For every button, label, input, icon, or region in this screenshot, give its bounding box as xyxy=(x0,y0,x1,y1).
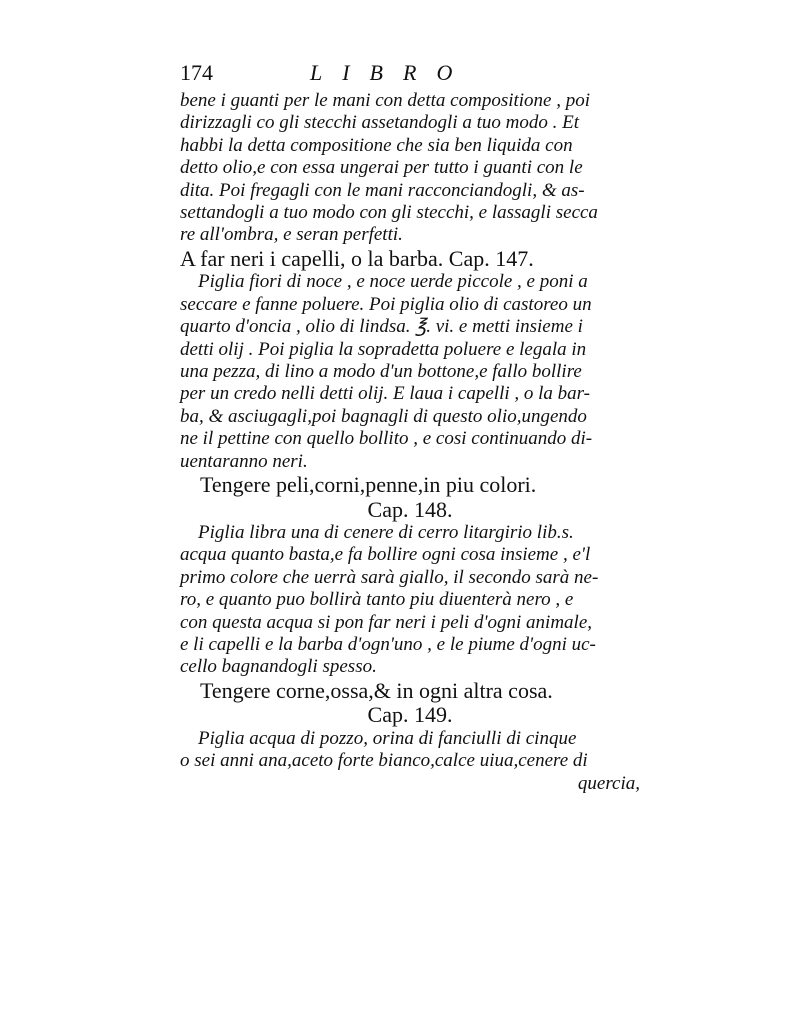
page-number: 174 xyxy=(180,60,213,85)
text-line: dirizzagli co gli stecchi assetandogli a tuo modo . Et xyxy=(180,112,579,134)
section-1-text xyxy=(180,90,640,247)
text-line: ro, e quanto puo bollirà tanto piu diuenterà nero , e xyxy=(180,589,574,611)
text-line: primo colore che uerrà sarà giallo, il secondo sarà ne- xyxy=(180,566,599,588)
text-line: dita. Poi fregagli con le mani racconciandogli, & as- xyxy=(180,179,585,201)
text-line: Piglia fiori di noce , e noce uerde piccole , e poni a xyxy=(198,271,588,293)
chapter-heading: A far neri i capelli, o la barba. Cap. 147. xyxy=(180,245,534,271)
text-line: acqua quanto basta,e fa bollire ogni cosa insieme , e'l xyxy=(180,544,591,566)
text-line: una pezza, di lino a modo d'un bottone,e fallo bollire xyxy=(180,360,582,382)
text-line: Piglia libra una di cenere di cerro litargirio lib.s. xyxy=(198,522,574,543)
chapter-149 xyxy=(180,679,640,795)
running-head xyxy=(180,60,640,90)
chapter-number: Cap. 148. xyxy=(367,496,453,522)
text-line: seccare e fanne poluere. Poi piglia olio di castoreo un xyxy=(180,293,592,315)
text-line: re all'ombra, e seran perfetti. xyxy=(180,224,403,246)
text-line: detto olio,e con essa ungerai per tutto i guanti con le xyxy=(180,157,583,179)
text-line: con questa acqua si pon far neri i peli d'ogni animale, xyxy=(180,611,592,633)
text-line: settandogli a tuo modo con gli stecchi, e lassagli secca xyxy=(180,202,598,224)
text-line: o sei anni ana,aceto forte bianco,calce uiua,cenere di xyxy=(180,750,588,772)
text-line: bene i guanti per le mani con detta compositione , poi xyxy=(180,90,591,111)
text-line: ba, & asciugagli,poi bagnagli di questo olio,ungendo xyxy=(180,405,587,427)
chapter-number: Cap. 149. xyxy=(367,702,453,728)
text-line: cello bagnandogli spesso. xyxy=(180,656,377,678)
text-line: quarto d'oncia , olio di lindsa. ℥. vi. e metti insieme i xyxy=(180,316,583,338)
text-line: e li capelli e la barba d'ogn'uno , e le piume d'ogni uc- xyxy=(180,634,596,656)
chapter-148 xyxy=(180,473,640,679)
text-line: ne il pettine con quello bollito , e cosi continuando di- xyxy=(180,428,593,450)
text-line: detti olij . Poi piglia la sopradetta poluere e legala in xyxy=(180,338,587,360)
chapter-heading: Tengere corne,ossa,& in ogni altra cosa. xyxy=(200,677,553,703)
book-title: LIBRO xyxy=(310,60,473,85)
text-line: per un credo nelli detti olij. E laua i capelli , o la bar- xyxy=(180,383,590,405)
catchword: quercia, xyxy=(577,772,640,794)
chapter-heading: Tengere peli,corni,penne,in piu colori. xyxy=(200,472,537,497)
text-line: Piglia acqua di pozzo, orina di fanciulli di cinque xyxy=(198,727,577,749)
chapter-147 xyxy=(180,247,640,473)
text-line: uentaranno neri. xyxy=(180,450,308,472)
text-line: habbi la detta compositione che sia ben liquida con xyxy=(180,134,573,156)
book-page xyxy=(180,60,640,795)
